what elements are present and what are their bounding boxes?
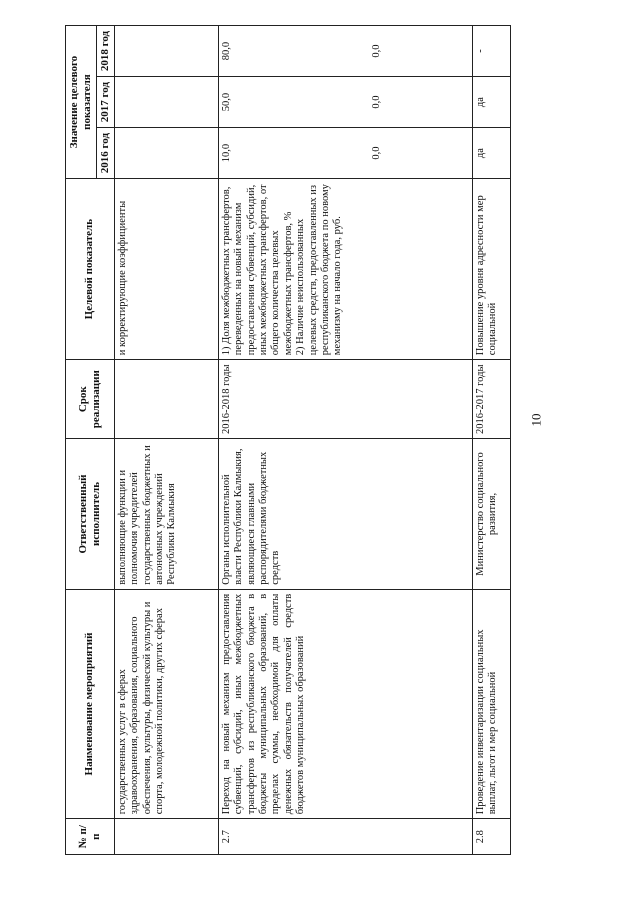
row-indicator: и корректирующие коэффициенты [114,179,218,360]
header-term: Срок реализации [66,360,115,439]
page-number: 10 [528,413,544,427]
header-2017: 2017 год [96,77,114,128]
row-2016: да [472,128,510,179]
row-executor: Министерство социального развития, [472,439,510,589]
row-name: государственных услуг в сферах здравоохранения, образования, социального обеспечения, культуры, физической культуры и спорта, молодежной политики, других сферах [114,589,218,819]
row-term: 2016-2018 годы [218,360,472,439]
row-2018 [218,26,472,77]
header-target-group: Значение целевого показателя [66,26,97,179]
row-executor: Органы исполнительной власти Республики Калмыкия, являющиеся главными распорядителями бюджетных средств [218,439,472,589]
row-name: Переход на новый механизм предоставления субвенций, субсидий, иных межбюджетных трансфертов из республиканского бюджета в бюджеты муниципальных образований, в пределах суммы, необходимой для оплаты денежных обязательств получателей средств бюджетов муниципальных образований [218,589,472,819]
row-num: 2.8 [472,819,510,855]
measures-table [65,25,511,855]
row-2017 [114,77,218,128]
row-term: 2016-2017 годы [472,360,510,439]
row-indicator [218,179,472,360]
row-2017 [218,77,472,128]
indicator-1: 1) Доля межбюджетных трансфертов, переведенных на новый механизм предоставления субвенций, субсидий, иных межбюджетных трансфертов, от общего количества целевых межбюджетных трансфертов, % [220,184,294,356]
row-name: Проведение инвентаризации социальных выплат, льгот и мер социальной [472,589,510,819]
header-name: Наименование мероприятий [66,589,115,819]
value-2017-a: 50,0 [220,92,232,112]
table-row [472,26,510,855]
row-executor: выполняющие функции и полномочия учредителей государственных бюджетных и автономных учреждений Республики Калмыкия [114,439,218,589]
row-2017: да [472,77,510,128]
row-num: 2.7 [218,819,472,855]
value-2017-b: 0,0 [370,95,382,109]
indicator-2: 2) Наличие неиспользованных целевых средств, предоставленных из республиканского бюджета по новому механизму на начало года, руб. [295,184,344,356]
row-2018 [114,26,218,77]
rotated-page [65,25,555,855]
header-indicator: Целевой показатель [66,179,115,360]
row-indicator: Повышение уровня адресности мер социальной [472,179,510,360]
table-row [114,26,218,855]
header-2018: 2018 год [96,26,114,77]
value-2018-a: 80,0 [220,41,232,61]
row-term [114,360,218,439]
value-2016-a: 10,0 [220,143,232,163]
row-2016 [114,128,218,179]
header-num: № п/п [66,819,115,855]
header-2016: 2016 год [96,128,114,179]
row-2018: - [472,26,510,77]
table-row [218,26,472,855]
value-2016-b: 0,0 [370,146,382,160]
row-2016 [218,128,472,179]
value-2018-b: 0,0 [370,44,382,58]
row-num [114,819,218,855]
header-executor: Ответственный исполнитель [66,439,115,589]
